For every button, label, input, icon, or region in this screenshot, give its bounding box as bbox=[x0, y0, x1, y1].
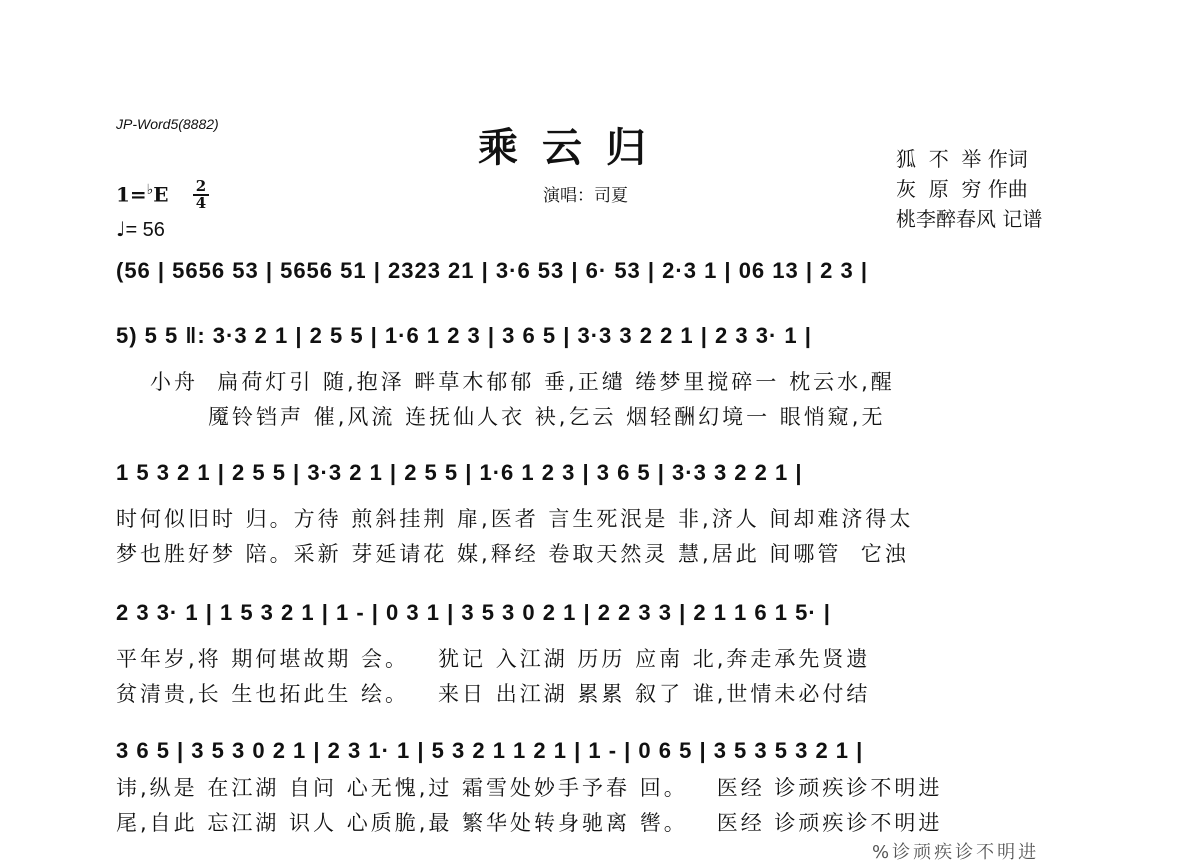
lyric-line-3a: 时何似旧时 归。方待 煎斜挂荆 扉,医者 言生死泯是 非,济人 间却难济得太 bbox=[116, 507, 914, 531]
lyric-line-4b: 贫清贵,长 生也拓此生 绘。 来日 出江湖 累累 叙了 谁,世情未必付结 bbox=[116, 682, 871, 706]
key-signature bbox=[116, 182, 169, 207]
credits-block bbox=[896, 144, 1042, 234]
flat-icon: ♭ bbox=[146, 182, 154, 198]
lyric-line-5b: 尾,自此 忘江湖 识人 心质脆,最 繁华处转身驰离 辔。 医经 诊顽疾诊不明进 bbox=[116, 811, 943, 835]
lyric-line-4a: 平年岁,将 期何堪故期 会。 犹记 入江湖 历历 应南 北,奔走承先贤遗 bbox=[116, 647, 871, 671]
music-line-4: 2 3 3· 1 | 1 5 3 2 1 | 1 - | 0 3 1 | 3 5 3 0 2 1 | 2 2 3 3 | 2 1 1 6 1 5· | bbox=[116, 600, 831, 625]
time-signature bbox=[193, 177, 209, 212]
lyric-line-3b: 梦也胜好梦 陪。采新 芽延请花 媒,释经 卷取天然灵 慧,居此 间哪管 它浊 bbox=[116, 542, 909, 566]
music-line-2: 5) 5 5 ‖: 3·3 2 1 | 2 5 5 | 1·6 1 2 3 | 3 6 5 | 3·3 3 2 2 1 | 2 3 3· 1 | bbox=[116, 323, 812, 348]
composer-credit: 灰 原 穷 作曲 bbox=[896, 177, 1028, 201]
software-watermark: JP-Word5(8882) bbox=[116, 116, 219, 132]
tempo-value: = 56 bbox=[125, 219, 165, 241]
key-letter: E bbox=[153, 182, 169, 207]
song-title: 乘云归 bbox=[478, 124, 670, 171]
lyric-line-5a: 讳,纵是 在江湖 自问 心无愧,过 霜雪处妙手予春 回。 医经 诊顽疾诊不明进 bbox=[116, 776, 943, 800]
singer-credit: 演唱：司夏 bbox=[543, 186, 628, 206]
music-line-5: 3 6 5 | 3 5 3 0 2 1 | 2 3 1· 1 | 5 3 2 1 1 2 1 | 1 - | 0 6 5 | 3 5 3 5 3 2 1 | bbox=[116, 738, 864, 763]
lyricist-credit: 狐 不 举 作词 bbox=[896, 147, 1028, 171]
music-line-1: (56 | 5656 53 | 5656 51 | 2323 21 | 3·6 53 | 6· 53 | 2·3 1 | 06 13 | 2 3 | bbox=[116, 258, 868, 283]
time-bottom: 4 bbox=[195, 194, 207, 212]
lyric-line-2a: 小舟 扁荷灯引 随,抱泽 畔草木郁郁 垂,正缱 绻梦里搅碎一 枕云水,醒 bbox=[150, 370, 895, 394]
quarter-note-icon: ♩ bbox=[116, 217, 126, 241]
transcriber-credit: 桃李醉春风 记谱 bbox=[896, 207, 1043, 231]
music-line-3: 1 5 3 2 1 | 2 5 5 | 3·3 2 1 | 2 5 5 | 1·6 1 2 3 | 3 6 5 | 3·3 3 2 2 1 | bbox=[116, 460, 803, 485]
tempo-marking bbox=[116, 217, 165, 242]
cutoff-lyric-line: %诊顽疾诊不明进 bbox=[872, 842, 1040, 863]
time-top: 2 bbox=[195, 177, 207, 195]
lyric-line-2b: 魇铃铛声 催,风流 连抚仙人衣 袂,乞云 烟轻酬幻境一 眼悄窥,无 bbox=[150, 405, 886, 429]
key-prefix: 1= bbox=[116, 182, 147, 207]
